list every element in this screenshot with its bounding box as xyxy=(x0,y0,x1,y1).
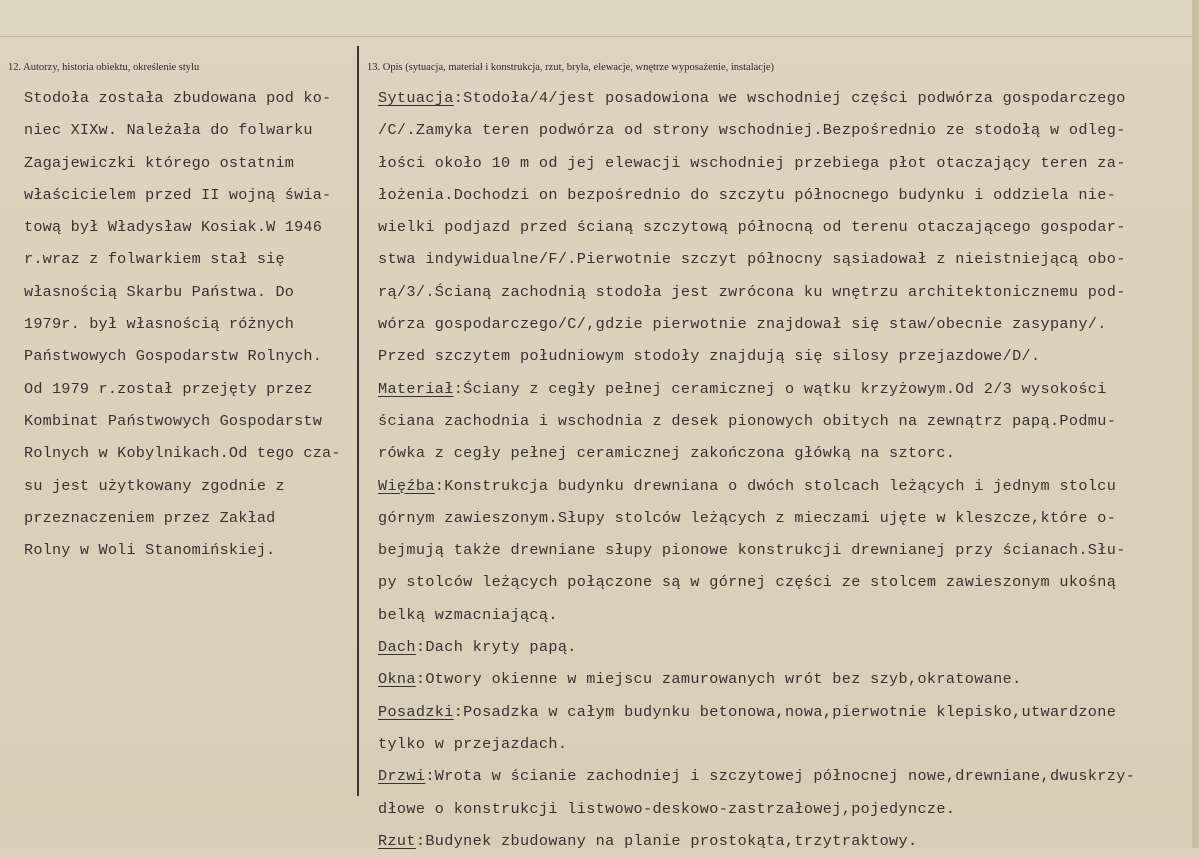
description-text-line xyxy=(378,825,1183,857)
top-fold-line xyxy=(0,36,1199,37)
section-label: Materiał xyxy=(378,379,454,398)
description-text: :Posadzka w całym budynku betonowa,nowa,pierwotnie klepisko,utwardzone xyxy=(453,702,1117,721)
description-text: górnym zawieszonym.Słupy stolców leżących z mieczami ujęte w kleszcze,które o- xyxy=(378,508,1117,527)
description-text-line xyxy=(378,308,1183,340)
description-text-line xyxy=(378,696,1183,728)
column-divider xyxy=(357,46,359,796)
description-text: rą/3/.Ścianą zachodnią stodoła jest zwrócona ku wnętrzu architektonicznemu pod- xyxy=(378,282,1126,301)
history-text-line: Od 1979 r.został przejęty przez xyxy=(24,379,313,398)
description-text-line xyxy=(378,405,1183,437)
section-label: Drzwi xyxy=(378,767,426,786)
description-text: dłowe o konstrukcji listwowo-deskowo-zastrzałowej,pojedyncze. xyxy=(378,799,956,818)
description-text-line xyxy=(378,728,1183,760)
description-text: /C/.Zamyka teren podwórza od strony wschodniej.Bezpośrednio ze stodołą w odleg- xyxy=(378,121,1126,140)
description-text-line xyxy=(378,793,1183,825)
section-label: Więźba xyxy=(378,476,435,495)
description-text-column xyxy=(378,82,1183,857)
description-text-line xyxy=(378,631,1183,663)
description-text-line xyxy=(378,534,1183,566)
description-text-line xyxy=(378,760,1183,792)
description-text: rówka z cegły pełnej ceramicznej zakończona główką na sztorc. xyxy=(378,444,956,463)
description-text: Przed szczytem południowym stodoły znajdują się silosy przejazdowe/D/. xyxy=(378,347,1041,366)
section-label: Dach xyxy=(378,638,416,657)
description-text-line xyxy=(378,663,1183,695)
description-text-line xyxy=(378,437,1183,469)
description-text: :Wrota w ścianie zachodniej i szczytowej północnej nowe,drewniane,dwuskrzy- xyxy=(425,767,1136,786)
history-text-line: właścicielem przed II wojną świa- xyxy=(24,185,332,204)
history-text-line: Stodoła została zbudowana pod ko- xyxy=(24,89,332,107)
description-text: :Dach kryty papą. xyxy=(415,638,577,657)
description-text-line xyxy=(378,470,1183,502)
page-edge xyxy=(1192,0,1199,848)
history-text-line: Rolny w Woli Stanomińskiej. xyxy=(24,541,276,560)
description-text-line xyxy=(378,147,1183,179)
description-text: wórza gospodarczego/C/,gdzie pierwotnie znajdował się staw/obecnie zasypany/. xyxy=(378,315,1107,334)
description-text: :Konstrukcja budynku drewniana o dwóch stolcach leżących i jednym stolcu xyxy=(434,476,1117,495)
history-text-line: Państwowych Gospodarstw Rolnych. xyxy=(24,347,323,366)
history-text-line: Zagajewiczki którego ostatnim xyxy=(24,153,295,172)
history-text-line: r.wraz z folwarkiem stał się xyxy=(24,250,285,269)
description-text: belką wzmacniającą. xyxy=(378,605,558,624)
description-text: :Ściany z cegły pełnej ceramicznej o wątku krzyżowym.Od 2/3 wysokości xyxy=(453,379,1107,398)
history-text-line: su jest użytkowany zgodnie z xyxy=(24,476,285,495)
top-margin-strip xyxy=(0,0,1199,36)
section-label: Sytuacja xyxy=(378,89,454,107)
description-text-line xyxy=(378,599,1183,631)
description-text-line xyxy=(378,211,1183,243)
history-text-line: przeznaczeniem przez Zakład xyxy=(24,508,276,527)
history-text-line: własnością Skarbu Państwa. Do xyxy=(24,282,295,301)
description-text: tylko w przejazdach. xyxy=(378,734,568,753)
history-text-line: niec XIXw. Należała do folwarku xyxy=(24,121,313,140)
description-text-line xyxy=(378,243,1183,275)
description-text-line xyxy=(378,340,1183,372)
description-text-line xyxy=(378,114,1183,146)
history-text-column xyxy=(24,82,354,566)
section-12-header: 12. Autorzy, historia obiektu, określenie stylu xyxy=(8,62,200,73)
description-text: łożenia.Dochodzi on bezpośrednio do szczytu północnego budynku i oddziela nie- xyxy=(378,185,1117,204)
section-13-header: 13. Opis (sytuacja, materiał i konstrukcja, rzut, bryła, elewacje, wnętrze wyposażenie, instalacje) xyxy=(367,62,775,73)
description-text: bejmują także drewniane słupy pionowe konstrukcji drewnianej przy ścianach.Słu- xyxy=(378,541,1126,560)
description-text: py stolców leżących połączone są w górnej części ze stolcem zawieszonym ukośną xyxy=(378,573,1117,592)
description-text-line xyxy=(378,179,1183,211)
history-text-line: Rolnych w Kobylnikach.Od tego cza- xyxy=(24,444,341,463)
history-text-line: 1979r. był własnością różnych xyxy=(24,315,295,334)
description-text: wielki podjazd przed ścianą szczytową północną od terenu otaczającego gospodar- xyxy=(378,218,1126,237)
description-text-line xyxy=(378,276,1183,308)
description-text: łości około 10 m od jej elewacji wschodniej przebiega płot otaczający teren za- xyxy=(378,153,1126,172)
history-text-line: tową był Władysław Kosiak.W 1946 xyxy=(24,218,323,237)
history-text-line: Kombinat Państwowych Gospodarstw xyxy=(24,411,323,430)
description-text: :Budynek zbudowany na planie prostokąta,trzytraktowy. xyxy=(415,831,918,850)
description-text-line xyxy=(378,82,1183,114)
section-label: Okna xyxy=(378,670,416,689)
description-text-line xyxy=(378,373,1183,405)
section-label: Posadzki xyxy=(378,702,454,721)
description-text: :Otwory okienne w miejscu zamurowanych wrót bez szyb,okratowane. xyxy=(415,670,1022,689)
description-text: :Stodoła/4/jest posadowiona we wschodniej części podwórza gospodarczego xyxy=(453,89,1126,107)
description-text-line xyxy=(378,566,1183,598)
description-text: stwa indywidualne/F/.Pierwotnie szczyt północny sąsiadował z nieistniejącą obo- xyxy=(378,250,1126,269)
description-text: ściana zachodnia i wschodnia z desek pionowych obitych na zewnątrz papą.Podmu- xyxy=(378,411,1117,430)
section-label: Rzut xyxy=(378,831,416,850)
description-text-line xyxy=(378,502,1183,534)
